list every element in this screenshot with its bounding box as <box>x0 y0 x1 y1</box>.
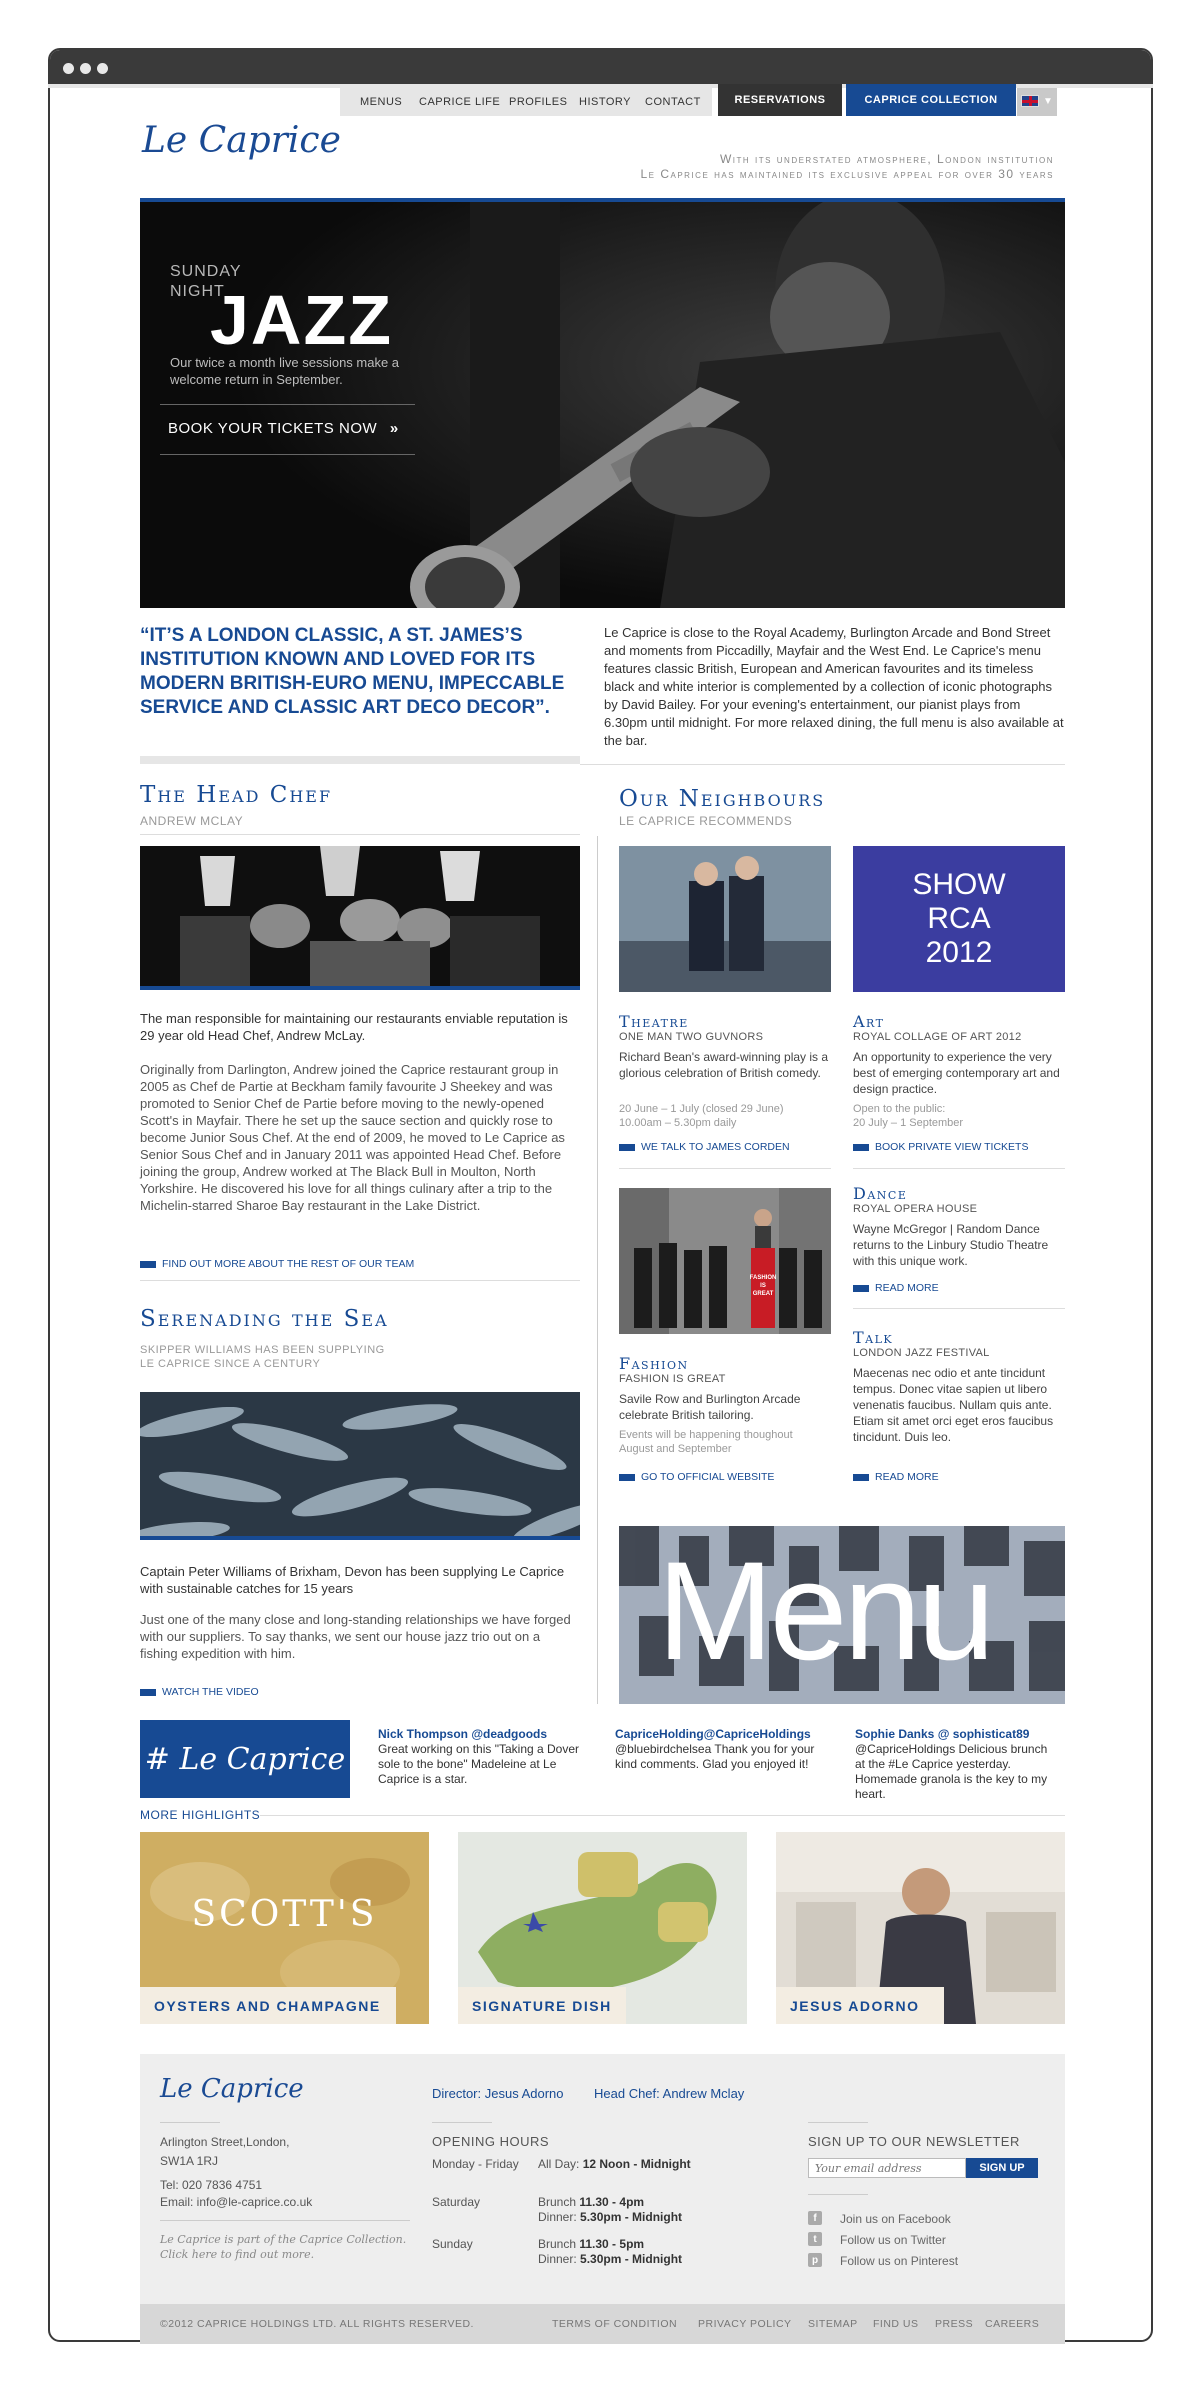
footer-link-terms[interactable]: TERMS OF CONDITION <box>552 2318 678 2330</box>
footer-logo[interactable]: Le Caprice <box>160 2074 304 2104</box>
twitter-icon[interactable]: t <box>808 2232 822 2246</box>
theatre-dates: 20 June – 1 July (closed 29 June) <box>619 1103 784 1115</box>
logo[interactable]: Le Caprice <box>142 120 341 161</box>
art-dates: 20 July – 1 September <box>853 1117 964 1129</box>
browser-titlebar <box>50 50 1151 86</box>
copyright: ©2012 CAPRICE HOLDINGS LTD. ALL RIGHTS RESERVED. <box>160 2318 474 2330</box>
team-link-label: FIND OUT MORE ABOUT THE REST OF OUR TEAM <box>162 1258 415 1270</box>
collection-note-link[interactable]: Click here to find out more. <box>160 2248 315 2261</box>
divider <box>808 2122 868 2123</box>
private-view-link[interactable] <box>853 1141 1028 1153</box>
scotts-logo: SCOTT'S <box>191 1894 378 1935</box>
quote-underline <box>140 756 580 764</box>
sea-lead: Captain Peter Williams of Brixham, Devon has been supplying Le Caprice with sustainable catches for 15 years <box>140 1564 565 1596</box>
tagline-line-1: With its understated atmosphere, London institution <box>719 152 1054 166</box>
newsletter-title: SIGN UP TO OUR NEWSLETTER <box>808 2134 1020 2149</box>
trumpet-player-photo <box>140 202 1065 608</box>
sign-up-button[interactable]: SIGN UP <box>966 2158 1038 2178</box>
tweet-author-1[interactable]: Nick Thompson @deadgoods <box>378 1727 548 1741</box>
uk-flag-icon <box>1021 95 1039 107</box>
tagline-line-2: Le Caprice has maintained its exclusive appeal for over 30 years <box>640 167 1054 181</box>
talk-title: Talk <box>853 1328 894 1347</box>
head-chef-title: The Head Chef <box>140 782 333 808</box>
footer-link-sitemap[interactable]: SITEMAP <box>808 2318 858 2330</box>
footer-link-privacy[interactable]: PRIVACY POLICY <box>698 2318 792 2330</box>
fashion-body: Savile Row and Burlington Arcade celebrate British tailoring. <box>619 1392 801 1422</box>
hours-day-sunday: Sunday <box>432 2237 473 2251</box>
square-bullet-icon <box>619 1474 635 1481</box>
hashtag-text: # Le Caprice <box>144 1741 346 1777</box>
fashion-title: Fashion <box>619 1354 689 1373</box>
fashion-photo[interactable] <box>619 1188 831 1334</box>
official-website-link[interactable] <box>619 1471 774 1483</box>
address-line-1: Arlington Street,London, <box>160 2135 290 2149</box>
hours-day-weekday: Monday - Friday <box>432 2157 519 2171</box>
menu-word: Menu <box>657 1532 992 1689</box>
talk-subtitle: LONDON JAZZ FESTIVAL <box>853 1347 990 1359</box>
highlight-oysters[interactable] <box>140 1832 429 2024</box>
art-title: Art <box>853 1012 885 1031</box>
james-corden-link[interactable] <box>619 1141 790 1153</box>
pinterest-link[interactable]: Follow us on Pinterest <box>840 2254 959 2268</box>
divider <box>808 2194 868 2195</box>
dance-body: Wayne McGregor | Random Dance returns to the Linbury Studio Theatre with this unique work. <box>853 1222 1049 1268</box>
footer-link-press[interactable]: PRESS <box>935 2318 974 2330</box>
highlight-signature-dish[interactable] <box>458 1832 747 2024</box>
opening-hours-title: OPENING HOURS <box>432 2134 550 2149</box>
divider <box>580 764 1065 765</box>
divider <box>140 1280 580 1281</box>
talk-read-more-link[interactable] <box>853 1471 939 1483</box>
show-rca-poster[interactable] <box>853 846 1065 992</box>
nav-profiles[interactable]: PROFILES <box>509 96 568 108</box>
square-bullet-icon <box>853 1474 869 1481</box>
reservations-button[interactable]: RESERVATIONS <box>718 84 842 116</box>
watch-video-link[interactable] <box>140 1686 259 1698</box>
column-divider <box>597 836 598 1704</box>
official-website-label: GO TO OFFICIAL WEBSITE <box>641 1471 775 1483</box>
hours-weekday-line: All Day: 12 Noon - Midnight <box>538 2157 691 2171</box>
highlight-label-signature-dish: SIGNATURE DISH <box>458 1987 626 2024</box>
hours-sunday-dinner: Dinner: 5.30pm - Midnight <box>538 2252 683 2266</box>
dance-read-more-link[interactable] <box>853 1282 939 1294</box>
hashtag-banner[interactable] <box>140 1720 350 1798</box>
divider <box>160 2122 220 2123</box>
neighbours-subtitle: LE CAPRICE RECOMMENDS <box>619 814 793 828</box>
dance-subtitle: ROYAL OPERA HOUSE <box>853 1203 978 1215</box>
window-dot-icon[interactable] <box>97 63 108 74</box>
hours-sunday-brunch: Brunch 11.30 - 5pm <box>538 2237 645 2251</box>
intro-text: Le Caprice is close to the Royal Academy, Burlington Arcade and Bond Street and moments from Piccadilly, Mayfair and the West End. Le Caprice's menu features classic British, European and American favourites and its timeless black and white interior is complemented by a collection of iconic photographs by David Bailey. For your evening's entertainment, our pianist plays from 6.30pm until midnight. For more relaxed dining, the full menu is also available at the bar. <box>604 625 1064 748</box>
pull-quote: “IT’S A LONDON CLASSIC, A ST. JAMES’S INSTITUTION KNOWN AND LOVED FOR ITS MODERN BRITISH-EURO MENU, IMPECCABLE SERVICE AND CLASSIC ART DECO DECOR”. <box>140 625 565 718</box>
divider <box>160 404 415 405</box>
talk-body: Maecenas nec odio et ante tincidunt tempus. Donec vitae sapien ut libero venenatis faucibus. Nullam quis ante. Etiam sit amet orci eget eros faucibus tincidunt. Duis leo. <box>853 1366 1054 1444</box>
highlight-label-jesus-adorno: JESUS ADORNO <box>776 1987 944 2024</box>
hero-title: JAZZ <box>210 281 393 359</box>
divider <box>140 834 580 835</box>
divider <box>160 2220 410 2221</box>
caprice-collection-button[interactable]: CAPRICE COLLECTION <box>846 84 1016 116</box>
highlight-label-oysters: OYSTERS AND CHAMPAGNE <box>140 1987 396 2024</box>
theatre-subtitle: ONE MAN TWO GUVNORS <box>619 1031 764 1043</box>
nav-caprice-life[interactable]: CAPRICE LIFE <box>419 96 501 108</box>
private-view-label: BOOK PRIVATE VIEW TICKETS <box>875 1141 1029 1153</box>
square-bullet-icon <box>140 1689 156 1696</box>
fashion-events-1: Events will be happening thoughout <box>619 1429 793 1441</box>
telephone: Tel: 020 7836 4751 <box>160 2178 263 2192</box>
james-corden-label: WE TALK TO JAMES CORDEN <box>641 1141 790 1153</box>
divider <box>853 1168 1065 1169</box>
window-dot-icon[interactable] <box>63 63 74 74</box>
dance-read-more-label: READ MORE <box>875 1282 939 1294</box>
chevron-down-icon: ▼ <box>1043 96 1053 107</box>
neighbours-title: Our Neighbours <box>619 786 826 812</box>
hero-banner <box>140 202 1065 608</box>
divider <box>260 1815 1065 1816</box>
newsletter-email-input[interactable] <box>808 2158 966 2178</box>
collection-note-1: Le Caprice is part of the Caprice Collection. <box>160 2233 407 2246</box>
head-chef-lead: The man responsible for maintaining our restaurants enviable reputation is 29 year old Head Chef, Andrew McLay. <box>140 1011 568 1043</box>
theatre-title: Theatre <box>619 1012 689 1031</box>
divider <box>432 2122 492 2123</box>
tweet-body-1: Great working on this "Taking a Dover sole to the bone" Madeleine at Le Caprice is a star. <box>378 1742 580 1786</box>
chefs-kitchen-photo <box>140 846 580 990</box>
square-bullet-icon <box>853 1144 869 1151</box>
more-highlights-label: MORE HIGHLIGHTS <box>140 1808 261 1822</box>
fashion-events-2: August and September <box>619 1443 732 1455</box>
dance-title: Dance <box>853 1184 908 1203</box>
hours-saturday-dinner: Dinner: 5.30pm - Midnight <box>538 2210 683 2224</box>
footer-link-find-us[interactable]: FIND US <box>873 2318 919 2330</box>
book-tickets-link[interactable] <box>168 420 399 437</box>
nav-history[interactable]: HISTORY <box>579 96 631 108</box>
hours-saturday-brunch: Brunch 11.30 - 4pm <box>538 2195 645 2209</box>
twitter-link[interactable]: Follow us on Twitter <box>840 2233 946 2247</box>
art-open-label: Open to the public: <box>853 1103 946 1115</box>
divider <box>619 1168 831 1169</box>
head-chef-link[interactable]: Head Chef: Andrew Mclay <box>594 2086 745 2101</box>
nav-contact[interactable]: CONTACT <box>645 96 701 108</box>
square-bullet-icon <box>853 1285 869 1292</box>
highlight-jesus-adorno[interactable] <box>776 1832 1065 2024</box>
email-address[interactable]: Email: info@le-caprice.co.uk <box>160 2195 313 2209</box>
art-body: An opportunity to experience the very best of emerging contemporary art and design practice. <box>853 1050 1060 1096</box>
divider <box>853 1308 1065 1309</box>
hero-description: Our twice a month live sessions make a welcome return in September. <box>170 355 400 387</box>
menu-banner[interactable] <box>619 1526 1065 1704</box>
theatre-photo[interactable] <box>619 846 831 992</box>
sea-title: Serenading the Sea <box>140 1306 389 1332</box>
window-dot-icon[interactable] <box>80 63 91 74</box>
facebook-icon[interactable]: f <box>808 2211 822 2225</box>
double-chevron-right-icon: » <box>389 420 399 437</box>
facebook-link[interactable]: Join us on Facebook <box>840 2212 951 2226</box>
square-bullet-icon <box>619 1144 635 1151</box>
watch-video-label: WATCH THE VIDEO <box>162 1686 259 1698</box>
show-rca-text: SHOW RCA 2012 <box>912 868 1006 969</box>
tweet-author-2[interactable]: CapriceHolding@CapriceHoldings <box>615 1727 811 1741</box>
head-chef-bio: Originally from Darlington, Andrew joined the Caprice restaurant group in 2005 as Chef de Partie at Beckham family favourite J Sheekey and was promoted to Senior Chef de Partie before moving to the newly-opened Scott's in Mayfair. There he set up the sauce section and quickly rose to become Junior Sous Chef. At the end of 2009, he moved to Le Caprice as Senior Sous Chef and in January 2011 was appointed Head Chef. Before joining the group, Andrew worked at The Black Bull in Moulton, North Yorkshire. He discovered his love for all things culinary after a trip to the Michelin-starred Sharoe Bay restaurant in the Lake District. <box>140 1062 565 1213</box>
hours-day-saturday: Saturday <box>432 2195 481 2209</box>
address-line-2: SW1A 1RJ <box>160 2154 219 2168</box>
director-link[interactable]: Director: Jesus Adorno <box>432 2086 564 2101</box>
square-bullet-icon <box>140 1261 156 1268</box>
book-tickets-label: BOOK YOUR TICKETS NOW <box>168 420 378 437</box>
team-link[interactable] <box>140 1258 414 1270</box>
pinterest-icon[interactable]: p <box>808 2253 822 2267</box>
fashion-is-great-sign: FASHION IS GREAT <box>749 1275 777 1297</box>
tweet-author-3[interactable]: Sophie Danks @ sophisticat89 <box>855 1727 1030 1741</box>
nav-menus[interactable]: MENUS <box>360 96 403 108</box>
sea-subtitle-2: LE CAPRICE SINCE A CENTURY <box>140 1358 321 1370</box>
hero-kicker: SUNDAY NIGHT <box>170 263 242 300</box>
sea-body: Just one of the many close and long-standing relationships we have forged with our suppliers. To say thanks, we sent our house jazz trio out on a fishing expedition with him. <box>140 1612 571 1661</box>
head-chef-name: ANDREW MCLAY <box>140 814 244 828</box>
theatre-times: 10.00am – 5.30pm daily <box>619 1117 737 1129</box>
fish-photo <box>140 1392 580 1540</box>
divider <box>160 454 415 455</box>
fashion-subtitle: FASHION IS GREAT <box>619 1373 726 1385</box>
art-subtitle: ROYAL COLLAGE OF ART 2012 <box>853 1031 1022 1043</box>
sea-subtitle-1: SKIPPER WILLIAMS HAS BEEN SUPPLYING <box>140 1344 385 1356</box>
tweet-body-3: @CapriceHoldings Delicious brunch at the #Le Caprice yesterday. Homemade granola is the key to my heart. <box>855 1742 1048 1801</box>
theatre-body: Richard Bean's award-winning play is a glorious celebration of British comedy. <box>619 1050 829 1080</box>
talk-read-more-label: READ MORE <box>875 1471 939 1483</box>
tweet-body-2: @bluebirdchelsea Thank you for your kind comments. Glad you enjoyed it! <box>615 1742 815 1771</box>
footer-link-careers[interactable]: CAREERS <box>985 2318 1040 2330</box>
